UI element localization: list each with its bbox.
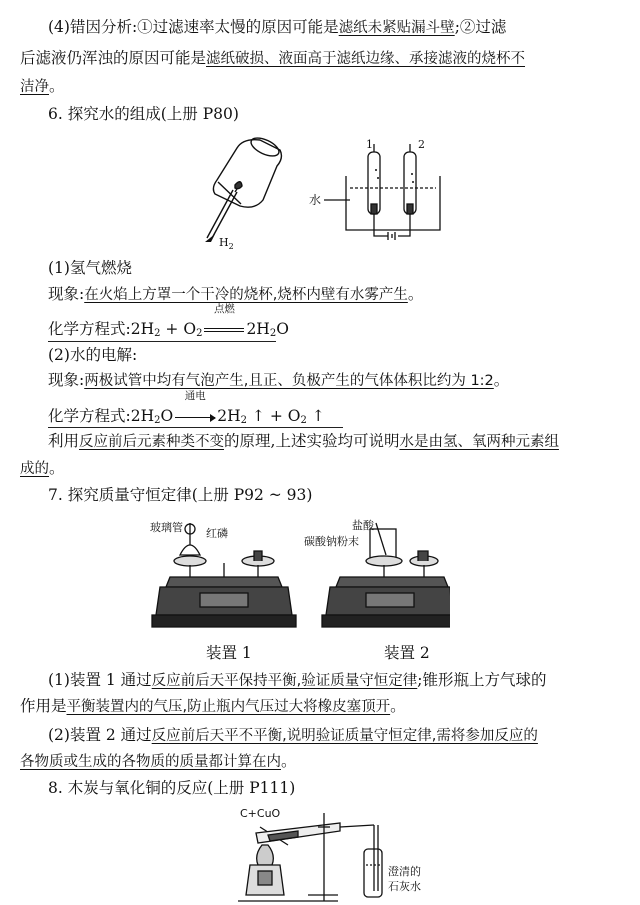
limewater-label: 澄清的: [388, 865, 421, 878]
burn-phenomenon-answer: 在火焰上方罩一个干冷的烧杯,烧杯内壁有水雾产生: [84, 287, 408, 303]
h2-label: $H_2$: [219, 236, 234, 251]
sec7-p2-line2: 各物质或生成的各物质的质量都计算在内。: [20, 752, 297, 770]
reagent-label: C+CuO: [240, 807, 281, 820]
para4-text: 。: [49, 77, 65, 95]
para4-answer1: 滤纸未紧贴漏斗壁: [338, 20, 455, 36]
burn-phenomenon: 现象:在火焰上方罩一个干冷的烧杯,烧杯内壁有水雾产生。: [48, 285, 424, 303]
condition-ignite: 点燃: [204, 316, 244, 343]
p1-answer2: 平衡装置内的气压,防止瓶内气压过大将橡皮塞顶开: [66, 699, 391, 715]
balance-apparatus-1: [150, 515, 300, 633]
glass-tube-label: 玻璃管: [150, 521, 183, 534]
p1-answer1: 反应前后天平保持平衡,验证质量守恒定律: [151, 673, 418, 689]
balance-apparatus-2: [300, 515, 450, 633]
para4-line3: [20, 73, 626, 101]
burn-equation: 化学方程式$:2H_2 + O_2$ 点燃 $2H_2O$: [48, 316, 626, 347]
conclusion-line1: 利用反应前后元素种类不变的原理,上述实验均可说明水是由氢、氧两种元素组: [48, 432, 559, 450]
electrolysis-figure: [308, 138, 468, 250]
para4-text: (4)错因分析:①过滤速率太慢的原因可能是: [48, 18, 339, 36]
hcl-label: 盐酸: [352, 519, 374, 532]
caption-device1: 装置 1: [206, 644, 252, 662]
sec7-p1-line2: 作用是平衡装置内的气压,防止瓶内气压过大将橡皮塞顶开。: [20, 697, 406, 715]
na2co3-label: 碳酸钠粉末: [304, 535, 359, 548]
conclusion-answer1: 反应前后元素种类不变: [79, 434, 225, 450]
para4-line1: [48, 14, 626, 42]
p2-answer: 反应前后天平不平衡,说明验证质量守恒定律,需将参加反应的: [151, 728, 538, 744]
para4-text: ;②过滤: [454, 18, 507, 36]
section6-title: 6. 探究水的组成(上册 P80): [48, 105, 239, 123]
caption-device2: 装置 2: [384, 644, 430, 662]
elec-heading: (2)水的电解:: [48, 346, 138, 364]
hydrogen-burning-figure: [185, 130, 305, 255]
elec-equation: 化学方程式$:2H_2O$ 通电 $2H_2$ ↑ + $O_2$ ↑: [48, 403, 626, 434]
red-phosphorus-label: 红磷: [206, 527, 228, 540]
para4-line2: [20, 45, 626, 73]
burn-heading: (1)氢气燃烧: [48, 259, 132, 277]
tube1-label: 1: [366, 138, 373, 151]
conclusion-line2: 成的。: [20, 459, 65, 477]
para4-answer2-cont: 洁净: [20, 79, 49, 95]
carbon-cuo-apparatus: [228, 805, 428, 905]
condition-electrify: 通电: [175, 403, 215, 430]
tube2-label: 2: [418, 138, 425, 151]
elec-phenomenon-answer: 两极试管中均有气泡产生,且正、负极产生的气体体积比约为 1:2: [84, 373, 494, 389]
para4-answer2: 滤纸破损、液面高于滤纸边缘、承接滤液的烧杯不: [206, 51, 526, 67]
section7-title: 7. 探究质量守恒定律(上册 P92 ~ 93): [48, 486, 313, 504]
sec7-p1-line1: (1)装置 1 通过反应前后天平保持平衡,验证质量守恒定律;锥形瓶上方气球的: [48, 671, 547, 689]
conclusion-answer2: 水是由氢、氧两种元素组: [399, 434, 559, 450]
elec-phenomenon: 现象:两极试管中均有气泡产生,且正、负极产生的气体体积比约为 1:2。: [48, 371, 510, 389]
sec7-p2-line1: (2)装置 2 通过反应前后天平不平衡,说明验证质量守恒定律,需将参加反应的: [48, 726, 538, 744]
water-label: 水: [309, 193, 322, 207]
limewater-label: 石灰水: [388, 880, 421, 893]
para4-text: 后滤液仍浑浊的原因可能是: [20, 49, 207, 67]
section8-title: 8. 木炭与氧化铜的反应(上册 P111): [48, 779, 296, 797]
